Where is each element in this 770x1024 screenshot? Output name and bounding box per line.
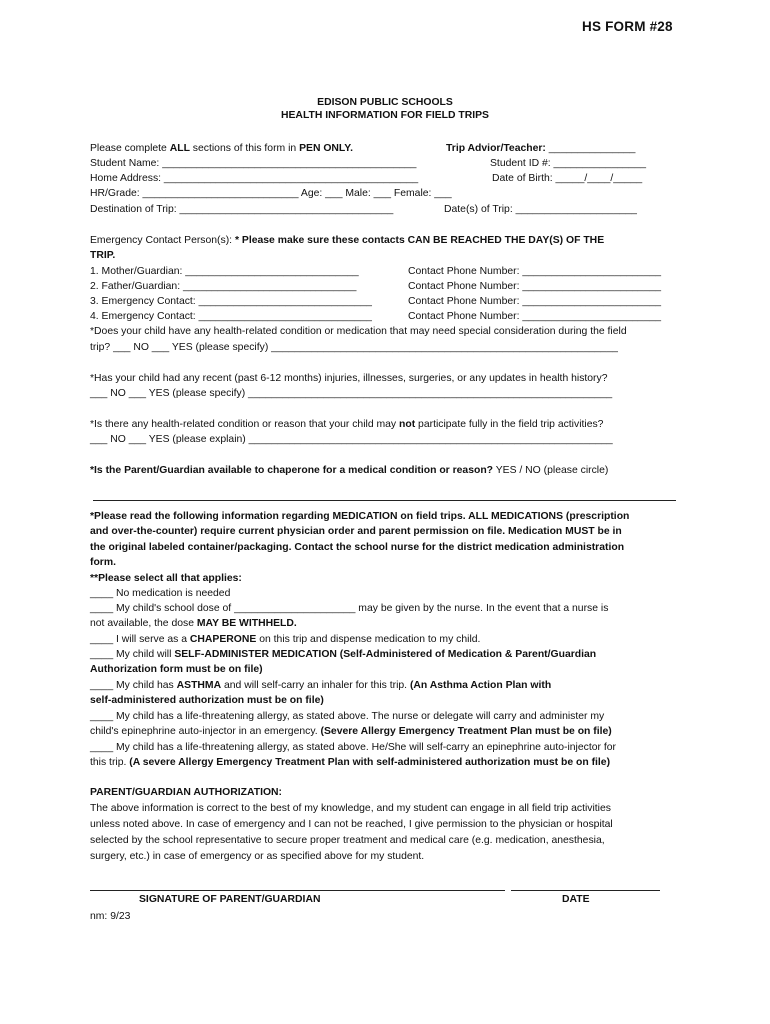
contact-emergency-3-field[interactable]: 3. Emergency Contact: ______________________________ xyxy=(90,296,372,307)
option-asthma-text: ____ My child has xyxy=(90,680,177,691)
date-label: DATE xyxy=(562,894,590,905)
trip-dates-field[interactable]: Date(s) of Trip: _____________________ xyxy=(444,204,637,215)
question-chaperone[interactable] xyxy=(90,464,608,477)
option-self-administer-text: ____ My child will xyxy=(90,649,175,660)
question-health-condition-answer[interactable]: trip? ___ NO ___ YES (please specify) ____________________________________________________________ xyxy=(90,342,618,353)
instructions-all: ALL xyxy=(169,143,190,154)
authorization-heading: PARENT/GUARDIAN AUTHORIZATION: xyxy=(90,787,283,798)
option-asthma-cont: self-administered authorization must be on file) xyxy=(90,695,324,706)
option-self-administer-bold: SELF-ADMINISTER MEDICATION (Self-Administered of Medication & Parent/Guardian xyxy=(174,649,597,660)
question-participation-text: *Is there any health-related condition or reason that your child may xyxy=(90,419,400,430)
medication-notice-line-1: *Please read the following information regarding MEDICATION on field trips. ALL MEDICATIONS (prescription xyxy=(90,511,630,522)
instructions-pen-only: PEN ONLY. xyxy=(299,143,353,154)
option-asthma-bold: ASTHMA xyxy=(176,680,222,691)
authorization-line-3: selected by the school representative to secure proper treatment and medical care (e.g. medication, anesthesia, xyxy=(90,835,605,846)
option-allergy-nurse-text: child's epinephrine auto-injector in an emergency. xyxy=(90,726,321,737)
emergency-contact-notice: * Please make sure these contacts CAN BE REACHED THE DAY(S) OF THE xyxy=(234,235,605,246)
trip-advisor-label: Trip Advior/Teacher: xyxy=(446,143,546,154)
school-district-name: EDISON PUBLIC SCHOOLS xyxy=(317,97,453,108)
option-self-administer-cont: Authorization form must be on file) xyxy=(90,664,263,675)
question-participation-answer[interactable]: ___ NO ___ YES (please explain) _______________________________________________________________ xyxy=(90,434,613,445)
student-id-field[interactable]: Student ID #: ________________ xyxy=(490,158,646,169)
question-chaperone-text: *Is the Parent/Guardian available to chaperone for a medical condition or reason? xyxy=(90,465,494,476)
emergency-contact-intro: Emergency Contact Person(s): xyxy=(90,235,235,246)
instructions-text-2: sections of this form in xyxy=(189,143,300,154)
hr-grade-age-gender-field[interactable]: HR/Grade: ___________________________ Age: ___ Male: ___ Female: ___ xyxy=(90,188,452,199)
option-allergy-nurse-plan: (Severe Allergy Emergency Treatment Plan must be on file) xyxy=(320,726,612,737)
question-participation xyxy=(90,418,603,431)
form-number: HS FORM #28 xyxy=(582,19,673,34)
option-asthma-text-2: and will self-carry an inhaler for this trip. xyxy=(221,680,410,691)
option-allergy-self[interactable]: ____ My child has a life-threatening allergy, as stated above. He/She will self-carry an epinephrine auto-injector for xyxy=(90,742,616,753)
authorization-line-1: The above information is correct to the best of my knowledge, and my student can engage in all field trip activities xyxy=(90,803,611,814)
student-name-field[interactable]: Student Name: ____________________________________________ xyxy=(90,158,417,169)
option-allergy-nurse-cont xyxy=(90,725,612,738)
destination-field[interactable]: Destination of Trip: _____________________________________ xyxy=(90,204,394,215)
medication-notice-line-4: form. xyxy=(90,557,116,568)
trip-advisor-blank: _______________ xyxy=(545,143,636,154)
revision-note: nm: 9/23 xyxy=(90,911,131,922)
option-chaperone-text-2: on this trip and dispense medication to my child. xyxy=(256,634,481,645)
instructions-line xyxy=(90,142,353,155)
contact-mother-phone[interactable]: Contact Phone Number: ________________________ xyxy=(408,266,662,277)
medication-notice-line-3: the original labeled container/packaging. Contact the school nurse for the district medication administration xyxy=(90,542,625,553)
signature-label: SIGNATURE OF PARENT/GUARDIAN xyxy=(139,894,321,905)
option-asthma-plan: (An Asthma Action Plan with xyxy=(409,680,552,691)
option-nurse-dose-text: not available, the dose xyxy=(90,618,197,629)
question-health-condition: *Does your child have any health-related condition or medication that may need special consideration during the field xyxy=(90,326,627,337)
contact-father-field[interactable]: 2. Father/Guardian: ______________________________ xyxy=(90,281,357,292)
option-nurse-dose[interactable]: ____ My child's school dose of _____________________ may be given by the nurse. In the event that a nurse is xyxy=(90,603,609,614)
option-self-administer[interactable] xyxy=(90,648,596,661)
home-address-field[interactable]: Home Address: ____________________________________________ xyxy=(90,173,419,184)
option-no-medication[interactable]: ____ No medication is needed xyxy=(90,588,231,599)
option-nurse-dose-withheld: MAY BE WITHHELD. xyxy=(196,618,297,629)
answer-line[interactable] xyxy=(93,500,676,501)
question-chaperone-choice[interactable]: YES / NO (please circle) xyxy=(493,465,609,476)
option-asthma[interactable] xyxy=(90,679,551,692)
option-chaperone-bold: CHAPERONE xyxy=(189,634,257,645)
date-line[interactable] xyxy=(511,890,660,891)
form-title: HEALTH INFORMATION FOR FIELD TRIPS xyxy=(281,110,489,121)
contact-mother-field[interactable]: 1. Mother/Guardian: ______________________________ xyxy=(90,266,359,277)
date-of-birth-field[interactable]: Date of Birth: _____/____/_____ xyxy=(492,173,643,184)
question-recent-injuries-answer[interactable]: ___ NO ___ YES (please specify) _______________________________________________________________ xyxy=(90,388,613,399)
emergency-contact-notice-end: TRIP. xyxy=(90,250,116,261)
contact-emergency-4-field[interactable]: 4. Emergency Contact: ______________________________ xyxy=(90,311,372,322)
option-allergy-self-plan: (A severe Allergy Emergency Treatment Plan with self-administered authorization must be on file) xyxy=(129,757,611,768)
authorization-line-2: unless noted above. In case of emergency and I can not be reached, I give permission to the physician or hospital xyxy=(90,819,613,830)
contact-emergency-3-phone[interactable]: Contact Phone Number: ________________________ xyxy=(408,296,662,307)
option-chaperone-text: ____ I will serve as a xyxy=(90,634,190,645)
option-allergy-self-text: this trip. xyxy=(90,757,130,768)
signature-line[interactable] xyxy=(90,890,505,891)
question-recent-injuries: *Has your child had any recent (past 6-12 months) injuries, illnesses, surgeries, or any updates in health history? xyxy=(90,373,608,384)
authorization-line-4: surgery, etc.) in case of emergency or as specified above for my student. xyxy=(90,851,425,862)
emergency-contact-heading xyxy=(90,234,604,247)
trip-advisor-field[interactable] xyxy=(446,142,635,155)
contact-emergency-4-phone[interactable]: Contact Phone Number: ________________________ xyxy=(408,311,662,322)
instructions-text: Please complete xyxy=(90,143,170,154)
medication-notice-line-2: and over-the-counter) require current physician order and parent permission on file. Medication MUST be in xyxy=(90,526,622,537)
question-participation-text-2: participate fully in the field trip activities? xyxy=(415,419,604,430)
question-participation-not: not xyxy=(399,419,416,430)
option-chaperone[interactable] xyxy=(90,633,480,646)
option-nurse-dose-cont xyxy=(90,617,297,630)
select-all-instruction: **Please select all that applies: xyxy=(90,573,242,584)
contact-father-phone[interactable]: Contact Phone Number: ________________________ xyxy=(408,281,662,292)
option-allergy-self-cont xyxy=(90,756,610,769)
option-allergy-nurse[interactable]: ____ My child has a life-threatening allergy, as stated above. The nurse or delegate will carry and administer my xyxy=(90,711,605,722)
